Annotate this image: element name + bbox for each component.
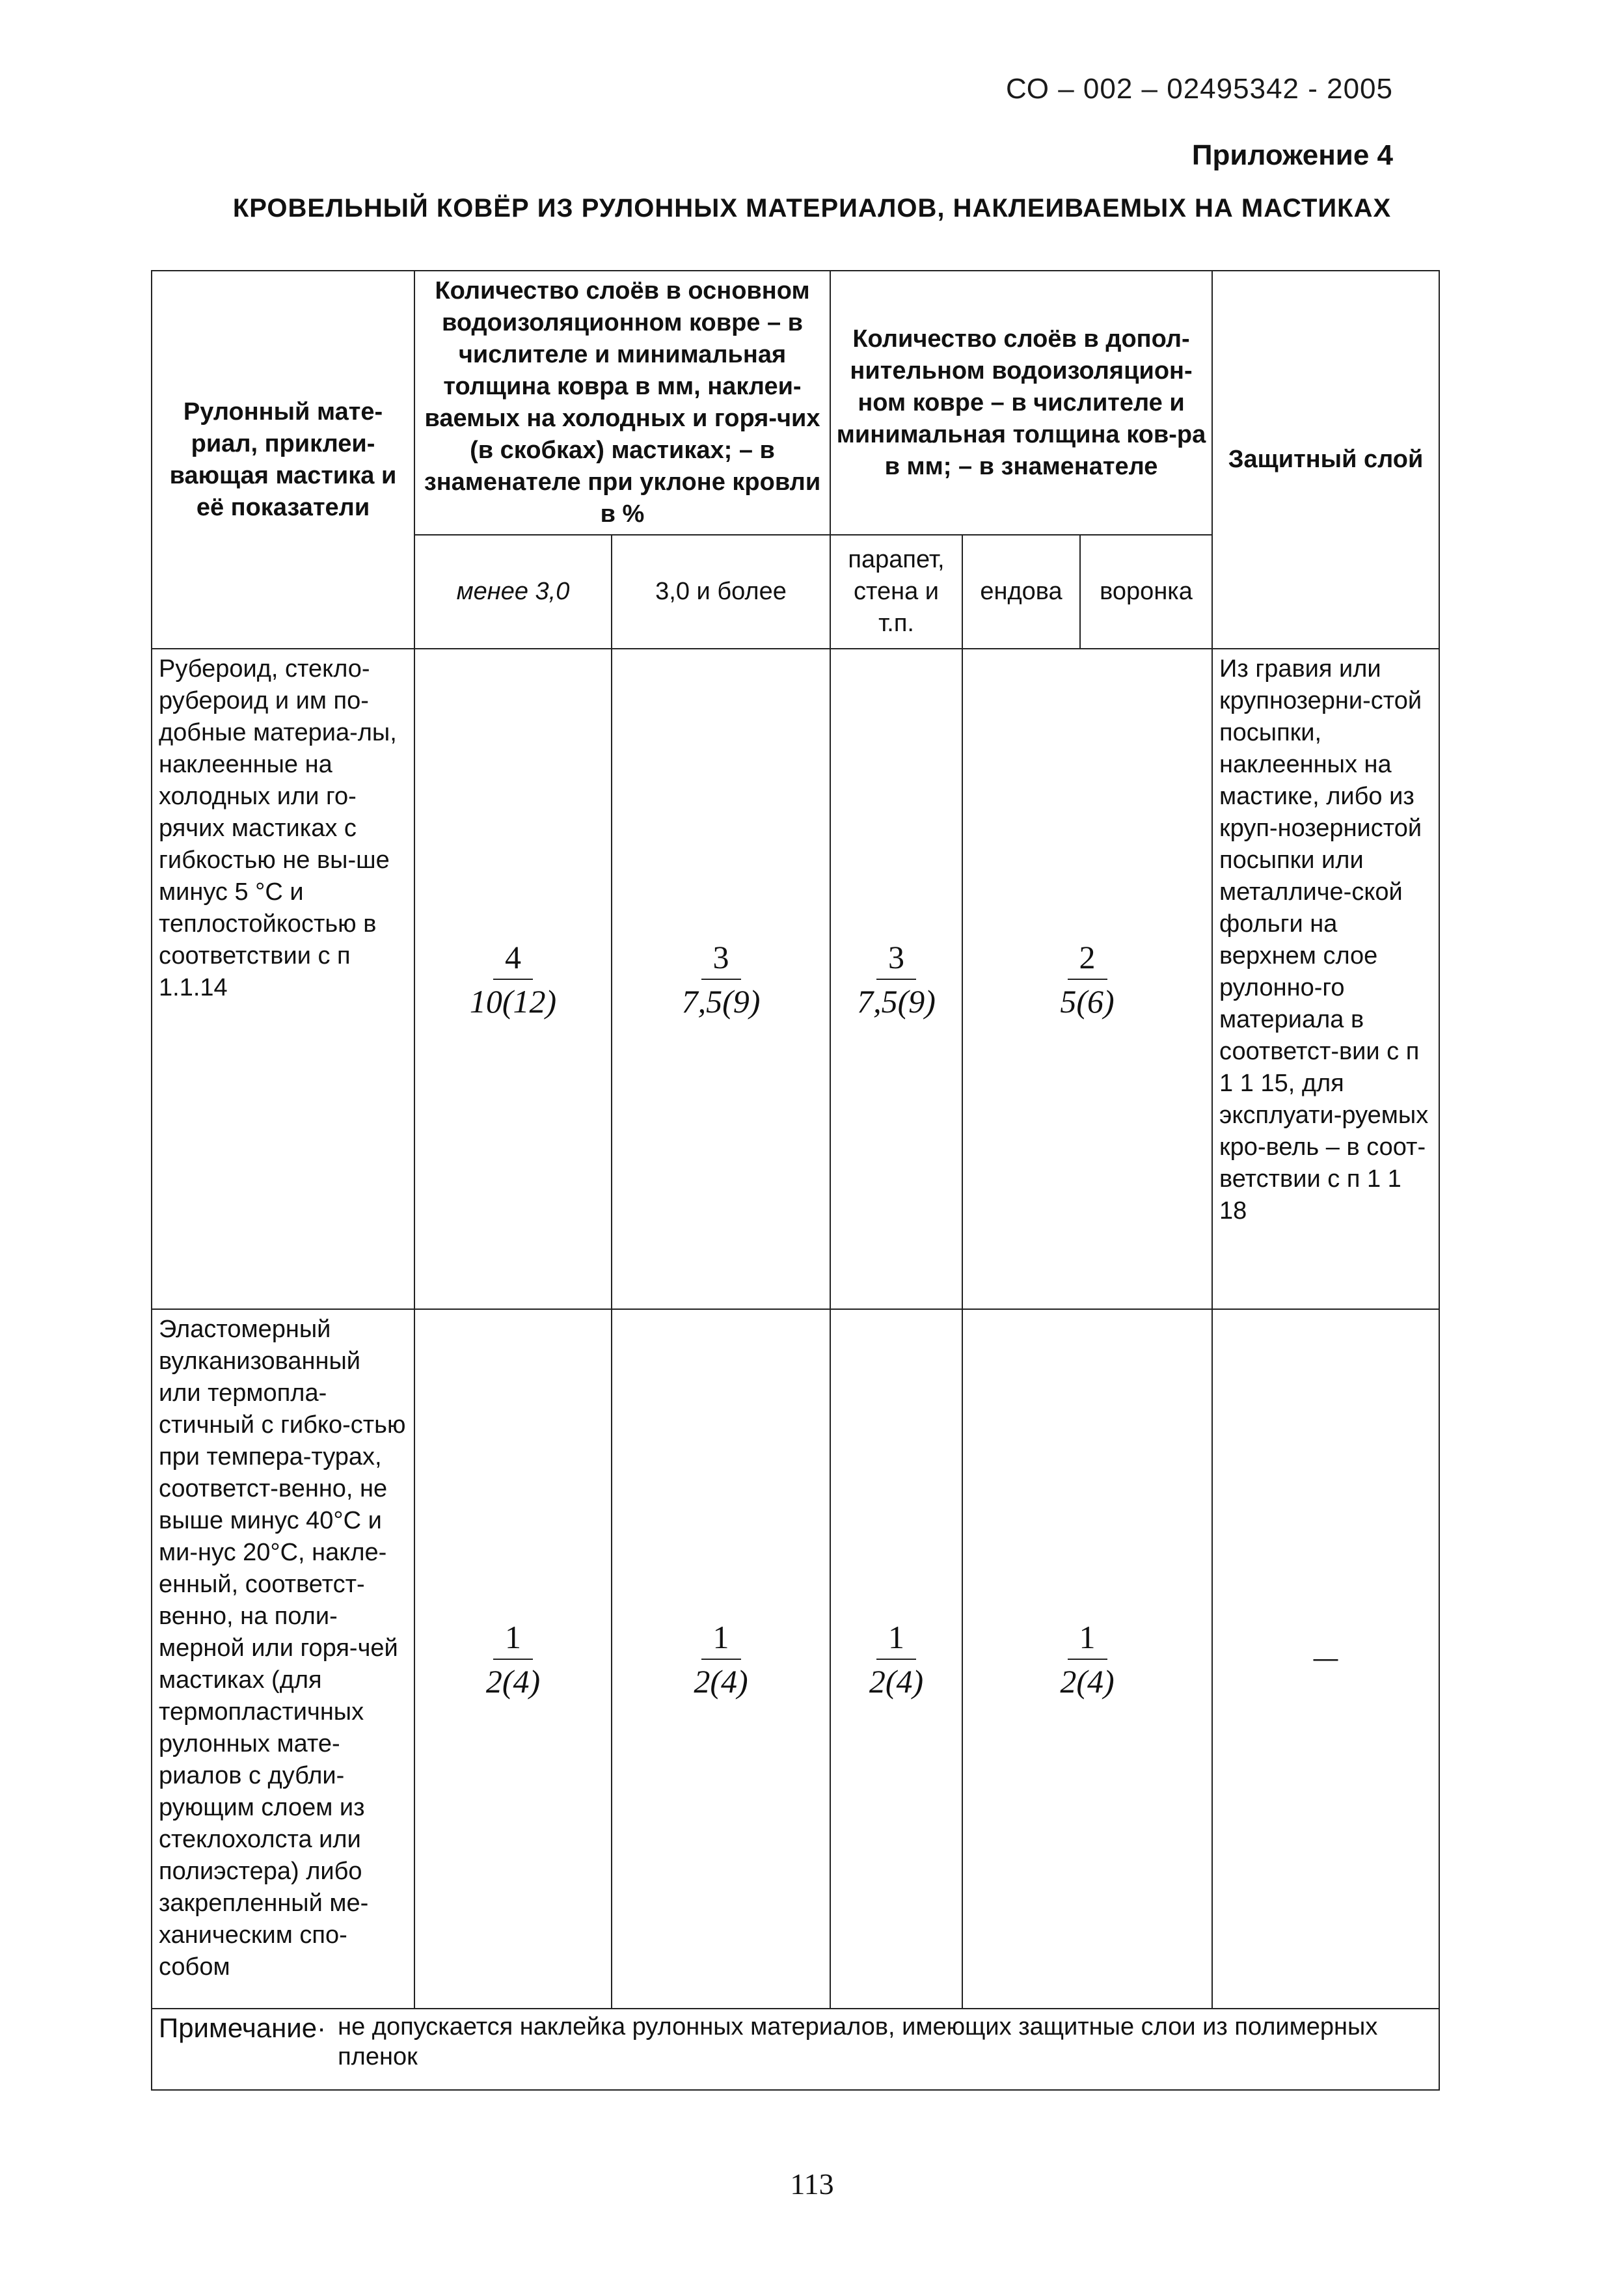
header-material: Рулонный мате-риал, приклеи-вающая мастика и её показатели — [152, 271, 414, 649]
subheader-parapet: парапет, стена и т.п. — [830, 535, 962, 649]
page-number: 113 — [790, 2167, 834, 2201]
fraction — [1060, 1620, 1114, 1699]
fraction-denominator: 2(4) — [485, 1662, 541, 1700]
fraction — [682, 940, 761, 1019]
fraction — [1060, 940, 1114, 1019]
fraction — [694, 1620, 748, 1699]
fraction-numerator: 4 — [493, 940, 533, 980]
value-3-more — [612, 649, 830, 1309]
value-less-3 — [414, 649, 612, 1309]
fraction — [869, 1620, 923, 1699]
note-label: Примечание· — [159, 2013, 327, 2043]
fraction — [470, 940, 556, 1019]
subheader-3-more: 3,0 и более — [612, 535, 830, 649]
subheader-voronka: воронка — [1080, 535, 1212, 649]
value-parapet — [830, 1309, 962, 2009]
note-text: не допускается наклейка рулонных материалов, имеющих защитные слои из полимерных пленок — [338, 2013, 1378, 2070]
fraction-numerator: 1 — [493, 1620, 533, 1660]
fraction — [857, 940, 936, 1019]
header-row — [152, 271, 1439, 535]
subheader-less-3: менее 3,0 — [414, 535, 612, 649]
fraction-denominator: 5(6) — [1060, 983, 1115, 1020]
protective-layer-cell: — — [1212, 1309, 1439, 2009]
fraction-numerator: 1 — [701, 1620, 741, 1660]
fraction — [486, 1620, 540, 1699]
table-row — [152, 649, 1439, 1309]
fraction-denominator: 2(4) — [1060, 1662, 1115, 1700]
value-endova-voronka — [962, 649, 1212, 1309]
fraction-numerator: 3 — [876, 940, 916, 980]
material-cell: Эластомерный вулканизованный или термопла-стичный с гибко-стью при темпера-турах, соответст-венно, не выше минус 40°С и ми-нус 20°С, накле-енный, соответст-венно, на поли-мерной или горя-чей мастиках (для термопластичных рулонных мате-риалов с дубли-рующим слоем из стеклохолста или полиэстера) либо закрепленный ме-ханическим спо-собом — [152, 1309, 414, 2009]
fraction-denominator: 7,5(9) — [681, 983, 761, 1020]
value-3-more — [612, 1309, 830, 2009]
fraction-denominator: 7,5(9) — [857, 983, 936, 1020]
value-parapet — [830, 649, 962, 1309]
fraction-denominator: 2(4) — [694, 1662, 748, 1700]
protective-layer-cell: Из гравия или крупнозерни-стой посыпки, наклеенных на мастике, либо из круп-нозернистой посыпки или металличе-ской фольги на верхнем слое рулонно-го материала в соответст-вии с п 1 1 15, для эксплуати-руемых кро-вель – в соот-ветствии с п 1 1 18 — [1212, 649, 1439, 1309]
value-less-3 — [414, 1309, 612, 2009]
document-code: СО – 002 – 02495342 - 2005 — [1005, 73, 1393, 105]
fraction-numerator: 2 — [1068, 940, 1107, 980]
note-cell — [152, 2009, 1439, 2090]
appendix-label: Приложение 4 — [1191, 139, 1393, 171]
header-extra-layers: Количество слоёв в допол-нительном водоизоляцион-ном ковре – в числителе и минимальная толщина ков-ра в мм; – в знаменателе — [830, 271, 1212, 535]
fraction-numerator: 3 — [701, 940, 741, 980]
fraction-denominator: 10(12) — [469, 983, 557, 1020]
note-row — [152, 2009, 1439, 2090]
value-endova-voronka — [962, 1309, 1212, 2009]
page-title: КРОВЕЛЬНЫЙ КОВЁР ИЗ РУЛОННЫХ МАТЕРИАЛОВ, НАКЛЕИВАЕМЫХ НА МАСТИКАХ — [232, 194, 1392, 223]
fraction-numerator: 1 — [876, 1620, 916, 1660]
subheader-endova: ендова — [962, 535, 1080, 649]
fraction-denominator: 2(4) — [869, 1662, 924, 1700]
header-protective-layer: Защитный слой — [1212, 271, 1439, 649]
roofing-table — [151, 270, 1440, 2091]
material-cell: Рубероид, стекло-рубероид и им по-добные материа-лы, наклеенные на холодных или го-рячих мастиках с гибкостью не вы-ше минус 5 °С и теплостойкостью в соответствии с п 1.1.14 — [152, 649, 414, 1309]
fraction-numerator: 1 — [1068, 1620, 1107, 1660]
table-row — [152, 1309, 1439, 2009]
header-main-layers: Количество слоёв в основном водоизоляционном ковре – в числителе и минимальная толщина ковра в мм, наклеи-ваемых на холодных и горя-чих (в скобках) мастиках; – в знаменателе при уклоне кровли в % — [414, 271, 830, 535]
